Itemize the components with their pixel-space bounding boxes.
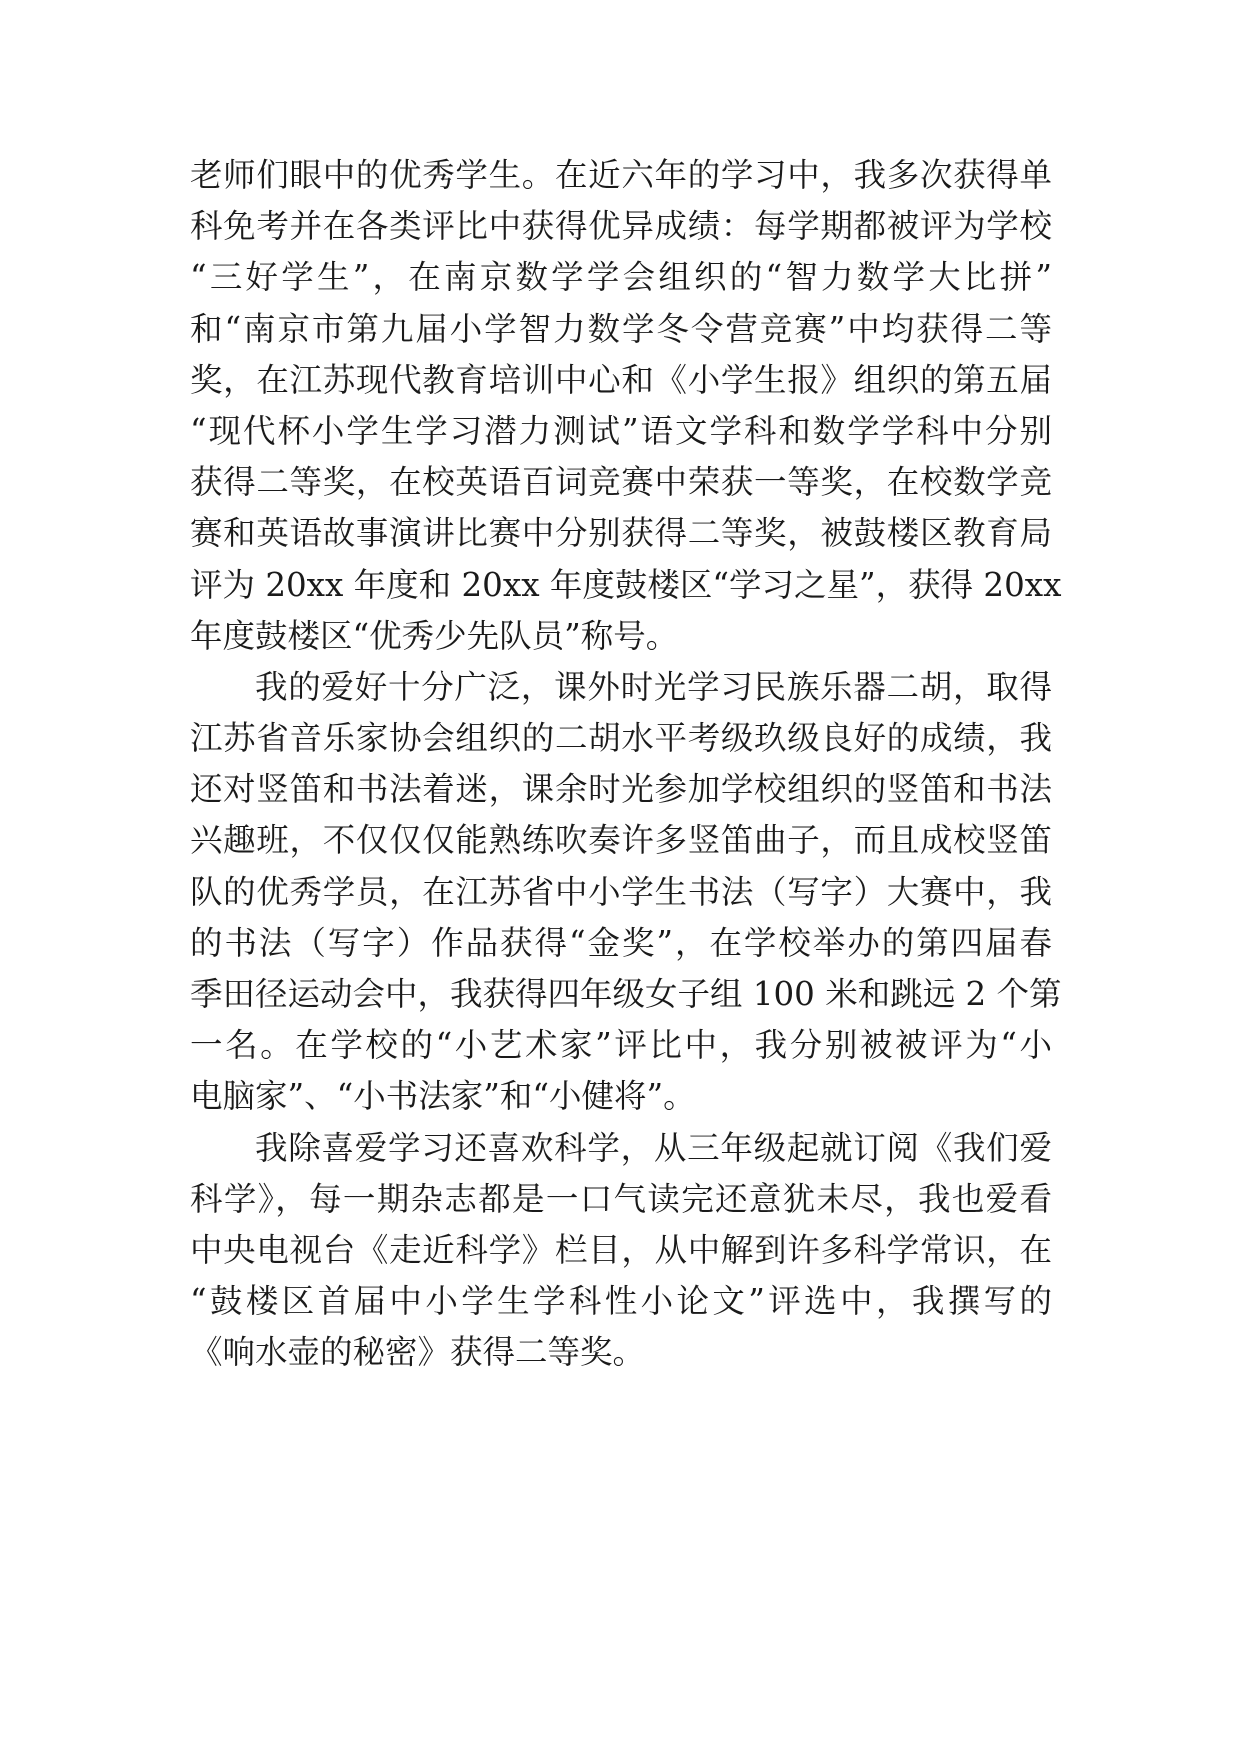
text-line: 年度鼓楼区“优秀少先队员”称号。 [190, 616, 679, 655]
text-line: 的书法（写字）作品获得“金奖”，在学校举办的第四届春 [190, 923, 1052, 962]
text-line: 老师们眼中的优秀学生。在近六年的学习中，我多次获得单 [190, 156, 1052, 194]
text-line: 还对竖笛和书法着迷，课余时光参加学校组织的竖笛和书法 [190, 770, 1052, 809]
text-line: 科免考并在各类评比中获得优异成绩：每学期都被评为学校 [190, 207, 1052, 246]
text-line: 科学》，每一期杂志都是一口气读完还意犹未尽，我也爱看 [190, 1179, 1052, 1218]
text-line: 我的爱好十分广泛，课外时光学习民族乐器二胡，取得 [255, 667, 1052, 706]
paragraph-2 [190, 662, 1062, 1123]
text-line: 《响水壶的秘密》获得二等奖。 [190, 1333, 646, 1372]
text-line: 江苏省音乐家协会组织的二胡水平考级玖级良好的成绩，我 [190, 719, 1052, 758]
text-line: “鼓楼区首届中小学生学科性小论文”评选中，我撰写的 [190, 1282, 1052, 1321]
text-line: 季田径运动会中，我获得四年级女子组 100 米和跳远 2 个第 [190, 975, 1062, 1013]
body-text [190, 150, 1062, 1379]
text-line: “现代杯小学生学习潜力测试”语文学科和数学学科中分别 [190, 411, 1052, 450]
paragraph-1 [190, 150, 1062, 662]
text-line: “三好学生”，在南京数学学会组织的“智力数学大比拼” [190, 258, 1052, 297]
text-line: 队的优秀学员，在江苏省中小学生书法（写字）大赛中，我 [190, 872, 1052, 911]
text-line: 奖，在江苏现代教育培训中心和《小学生报》组织的第五届 [190, 360, 1052, 399]
text-line: 赛和英语故事演讲比赛中分别获得二等奖，被鼓楼区教育局 [190, 514, 1052, 553]
text-line: 中央电视台《走近科学》栏目，从中解到许多科学常识，在 [190, 1230, 1052, 1269]
text-line: 评为 20xx 年度和 20xx 年度鼓楼区“学习之星”，获得 20xx [190, 565, 1062, 604]
paragraph-3 [190, 1123, 1052, 1379]
text-line: 电脑家”、“小书法家”和“小健将”。 [190, 1077, 696, 1116]
text-line: 我除喜爱学习还喜欢科学，从三年级起就订阅《我们爱 [255, 1128, 1052, 1167]
text-line: 获得二等奖，在校英语百词竞赛中荣获一等奖，在校数学竞 [190, 463, 1052, 502]
text-line: 兴趣班，不仅仅仅能熟练吹奏许多竖笛曲子，而且成校竖笛 [190, 821, 1052, 860]
text-line: 和“南京市第九届小学智力数学冬令营竞赛”中均获得二等 [190, 309, 1052, 348]
text-line: 一名。在学校的“小艺术家”评比中，我分别被被评为“小 [190, 1026, 1052, 1065]
